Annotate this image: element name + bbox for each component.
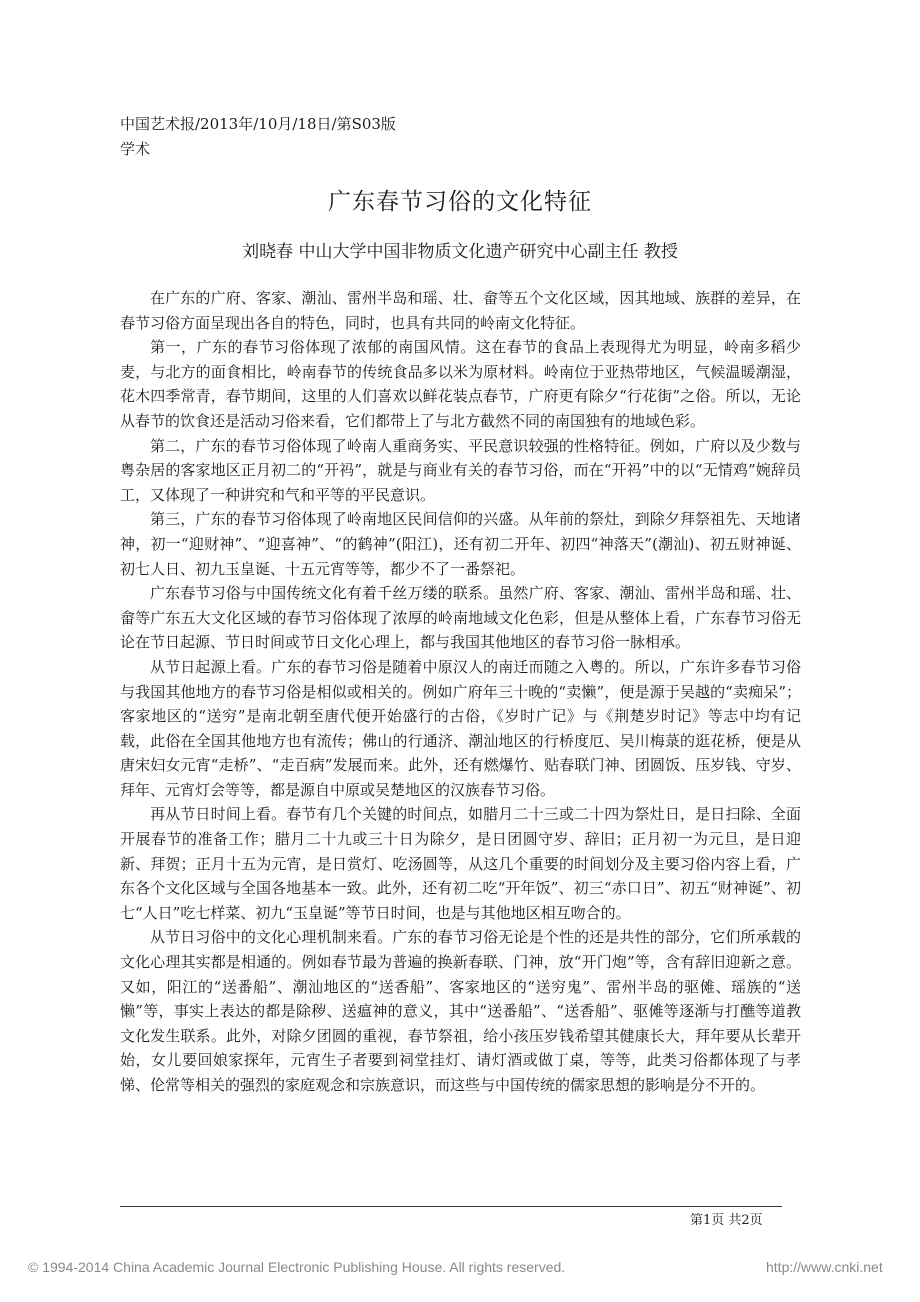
paragraph: 第一，广东的春节习俗体现了浓郁的南国风情。这在春节的食品上表现得尤为明显，岭南多稻少麦，与北方的面食相比，岭南春节的传统食品多以米为原材料。岭南位于亚热带地区，气候温暖潮湿，花木四季常青，春节期间，这里的人们喜欢以鲜花装点春节，广府更有除夕“行花街”之俗。所以，无论从春节的饮食还是活动习俗来看，它们都带上了与北方截然不同的南国独有的地域色彩。 [120, 338, 801, 430]
article-title: 广东春节习俗的文化特征 [328, 189, 592, 215]
site-url: http://www.cnki.net [766, 1259, 883, 1275]
paragraph: 第二，广东的春节习俗体现了岭南人重商务实、平民意识较强的性格特征。例如，广府以及少数与粤杂居的客家地区正月初二的“开祃”，就是与商业有关的春节习俗，而在“开祃”中的以“无情鸡”婉辞员工，又体现了一种讲究和气和平等的平民意识。 [120, 436, 801, 504]
divider [120, 1206, 782, 1207]
article-author: 刘晓春 中山大学中国非物质文化遗产研究中心副主任 教授 [242, 242, 678, 262]
article-body [120, 286, 801, 1098]
paragraph: 第三，广东的春节习俗体现了岭南地区民间信仰的兴盛。从年前的祭灶，到除夕拜祭祖先、天地诸神，初一“迎财神”、“迎喜神”、“的鹤神”(阳江)，还有初二开年、初四“神落天”(潮汕)、初五财神诞、初七人日、初九玉皇诞、十五元宵等等，都少不了一番祭祀。 [120, 510, 801, 578]
page-number: 第1页 共2页 [690, 1213, 763, 1228]
section-label: 学术 [120, 140, 151, 158]
paragraph: 再从节日时间上看。春节有几个关键的时间点，如腊月二十三或二十四为祭灶日，是日扫除、全面开展春节的准备工作；腊月二十九或三十日为除夕，是日团圆守岁、辞旧；正月初一为元旦，是日迎新、拜贺；正月十五为元宵，是日赏灯、吃汤圆等，从这几个重要的时间划分及主要习俗内容上看，广东各个文化区域与全国各地基本一致。此外，还有初二吃“开年饭”、初三“赤口日”、初五“财神诞”、初七“人日”吃七样菜、初九“玉皇诞”等节日时间，也是与其他地区相互吻合的。 [120, 805, 801, 922]
paragraph: 从节日习俗中的文化心理机制来看。广东的春节习俗无论是个性的还是共性的部分，它们所承载的文化心理其实都是相通的。例如春节最为普遍的换新春联、门神，放“开门炮”等，含有辞旧迎新之意。又如，阳江的“送番船”、潮汕地区的“送香船”、客家地区的“送穷鬼”、雷州半岛的驱傩、瑶族的“送懒”等，事实上表达的都是除秽、送瘟神的意义，其中“送番船”、“送香船”、驱傩等逐渐与打醮等道教文化发生联系。此外，对除夕团圆的重视，春节祭祖，给小孩压岁钱希望其健康长大，拜年要从长辈开始，女儿要回娘家探年，元宵生子者要到祠堂挂灯、请灯酒或做丁桌，等等，此类习俗都体现了与孝悌、伦常等相关的强烈的家庭观念和宗族意识，而这些与中国传统的儒家思想的影响是分不开的。 [120, 928, 801, 1094]
paragraph: 从节日起源上看。广东的春节习俗是随着中原汉人的南迁而随之入粤的。所以，广东许多春节习俗与我国其他地方的春节习俗是相似或相关的。例如广府年三十晚的“卖懒”，便是源于吴越的“卖痴呆”；客家地区的“送穷”是南北朝至唐代便开始盛行的古俗，《岁时广记》与《荆楚岁时记》等志中均有记载，此俗在全国其他地方也有流传；佛山的行通济、潮汕地区的行桥度厄、吴川梅菉的逛花桥，便是从唐宋妇女元宵“走桥”、“走百病”发展而来。此外，还有燃爆竹、贴春联门神、团圆饭、压岁钱、守岁、拜年、元宵灯会等等，都是源自中原或吴楚地区的汉族春节习俗。 [120, 657, 801, 799]
source-info [120, 112, 396, 162]
paragraph: 广东春节习俗与中国传统文化有着千丝万缕的联系。虽然广府、客家、潮汕、雷州半岛和瑶、壮、畲等广东五大文化区域的春节习俗体现了浓厚的岭南地域文化色彩，但是从整体上看，广东春节习俗无论在节日起源、节日时间或节日文化心理上，都与我国其他地区的春节习俗一脉相承。 [120, 584, 801, 652]
paragraph: 在广东的广府、客家、潮汕、雷州半岛和瑶、壮、畲等五个文化区域，因其地域、族群的差异，在春节习俗方面呈现出各自的特色，同时，也具有共同的岭南文化特征。 [120, 289, 801, 332]
source-line: 中国艺术报/2013年/10月/18日/第S03版 [120, 115, 396, 133]
copyright-notice: © 1994-2014 China Academic Journal Electronic Publishing House. All rights reserved. [28, 1259, 566, 1275]
